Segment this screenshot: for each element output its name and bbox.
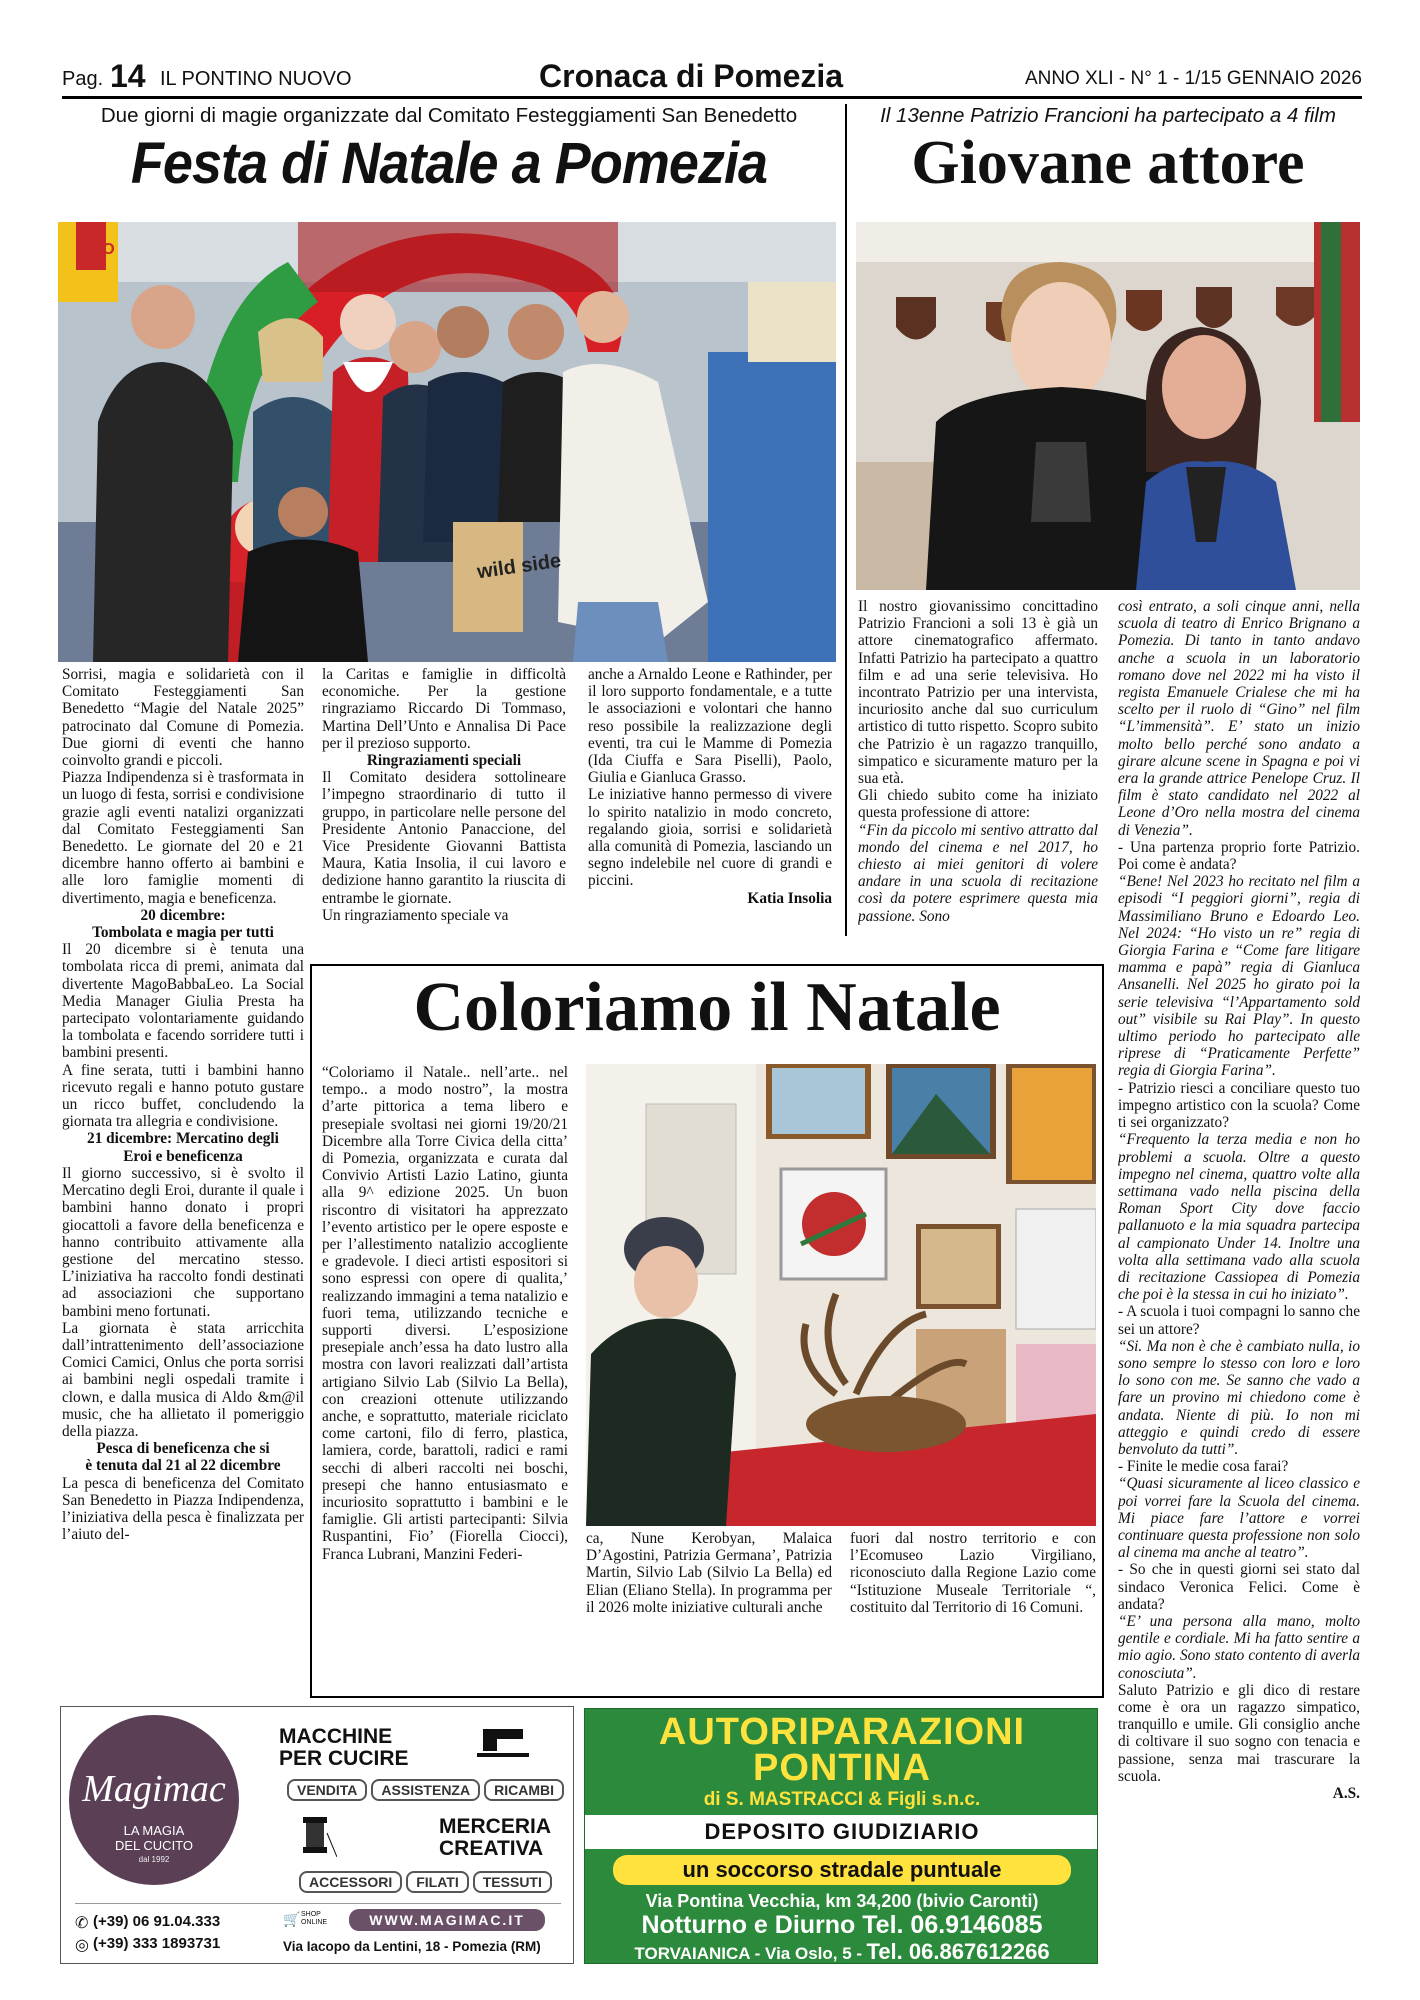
auto-company: di S. MASTRACCI & Figli s.n.c. bbox=[703, 1789, 981, 1810]
attore-photo-svg bbox=[856, 222, 1360, 590]
festa-col-3-content bbox=[588, 666, 832, 907]
magimac-row1 bbox=[287, 1779, 568, 1801]
paragraph: “Quasi sicuramente al liceo classico e poi vorrei fare la Scuola del cinema. Mi piace fare l’attore e vorrei continuare questa professione non solo al cinema ma anche al teatro”. bbox=[1118, 1475, 1360, 1562]
festa-photo-svg bbox=[58, 222, 836, 662]
paragraph: Katia Insolia bbox=[747, 889, 832, 907]
paragraph: Piazza Indipendenza si è trasformata in un luogo di festa, sorrisi e condivisione grazie agli eventi natalizi organizzati dal Comitato Festeggiamenti San Benedetto. Le giornate del 20 e 21 dicembre hanno offerto ai bambini e alle loro famiglie momenti di divertimento, magia e beneficenza. bbox=[62, 769, 304, 907]
paragraph: “E’ una persona alla mano, molto gentile e cordiale. Mi ha fatto sentire a mio agio. Sono stato contento di averla conosciuta”. bbox=[1118, 1612, 1360, 1682]
festa-col-3 bbox=[588, 666, 832, 948]
magimac-brand: Magimac bbox=[82, 1768, 226, 1810]
attore-title: Giovane attore bbox=[911, 129, 1305, 197]
auto-address: Via Pontina Vecchia, km 34,200 (bivio Caronti) bbox=[645, 1891, 1039, 1911]
paragraph: la Caritas e famiglie in difficoltà economiche. Per la gestione ringraziamo Riccardo Di Tommaso, Martina Dell’Unto e Annalisa Di Pace per il prezioso supporto. bbox=[322, 666, 566, 752]
coloriamo-col-3 bbox=[850, 1530, 1096, 1696]
paragraph: Le iniziative hanno permesso di vivere lo spirito natalizio in modo concreto, regalando gioia, sorrisi e solidarietà alla comunità di Pomezia, lasciando un segno indelebile nel cuore di grandi e piccini. bbox=[588, 786, 832, 890]
attore-photo bbox=[856, 222, 1360, 590]
festa-title: Festa di Natale a Pomezia bbox=[130, 131, 768, 196]
festa-photo bbox=[58, 222, 836, 662]
paragraph: A.S. bbox=[1332, 1785, 1360, 1803]
magimac-tag2: DEL CUCITO bbox=[114, 1838, 193, 1853]
festa-col-1 bbox=[62, 666, 304, 1662]
filati-label: FILATI bbox=[406, 1871, 469, 1893]
paragraph: Il 20 dicembre si è tenuta una tombolata ricca di premi, animata dal divertente MagoBabbaLeo. La Social Media Manager Giulia Presta ha partecipato volontariamente guidando la tombolata e facendo sorridere tutti i bambini presenti. bbox=[62, 941, 304, 1062]
paragraph: “Si. Ma non è che è cambiato nulla, io sono sempre lo stesso con loro e loro lo sono con me. Se sanno che vado a fare un provino mi chiedono come è andata. Niente di più. Io non mi atteggio e quindi credo di essere benvoluto da tutti”. bbox=[1118, 1337, 1360, 1458]
attore-col-2-content bbox=[1118, 598, 1360, 1802]
paragraph: è tenuta dal 21 al 22 dicembre bbox=[85, 1457, 281, 1475]
attore-col-2 bbox=[1118, 598, 1360, 1950]
magimac-shop: SHOP ONLINE bbox=[301, 1911, 328, 1926]
paragraph: “Fin da piccolo mi sentivo attratto dal mondo del cinema e nel 2017, ho chiesto ai miei genitori di volere andare in una scuola di recitazione così da potere esprimere questa mia passione. Sono bbox=[858, 821, 1098, 925]
paragraph: Tombolata e magia per tutti bbox=[92, 924, 274, 942]
paragraph: Gli chiedo subito come ha iniziato questa professione di attore: bbox=[858, 787, 1098, 822]
column-divider bbox=[845, 104, 847, 936]
auto-deposito: DEPOSITO GIUDIZIARIO bbox=[585, 1815, 1098, 1849]
festa-kicker: Due giorni di magie organizzate dal Comitato Festeggiamenti San Benedetto bbox=[100, 104, 798, 127]
magimac-m2b: CREATIVA bbox=[439, 1837, 544, 1860]
paragraph: anche a Arnaldo Leone e Rathinder, per il loro supporto fondamentale, e a tutte le associazioni e volontari che hanno reso possibile la realizzazione degli eventi, tra cui le Mamme di Pomezia (Ida Ciuffa e Sara Piselli), Paolo, Giulia e Gianluca Grasso. bbox=[588, 666, 832, 787]
attore-col-1 bbox=[858, 598, 1098, 940]
paragraph: - A scuola i tuoi compagni lo sanno che sei un attore? bbox=[1118, 1303, 1360, 1338]
paragraph: Un ringraziamento speciale va bbox=[322, 906, 509, 924]
paragraph: La giornata è stata arricchita dall’intrattenimento dell’associazione Comici Camici, Onlus che porta sorrisi ai bambini negli ospedali tramite i clown, e dalla musica di Aldo &m@il music, che ha allietato il pomeriggio della piazza. bbox=[62, 1319, 304, 1440]
auto-torvaianica bbox=[585, 1939, 1098, 1964]
magimac-m1b: PER CUCIRE bbox=[279, 1747, 409, 1770]
coloriamo-col-2-content bbox=[586, 1530, 832, 1616]
auto-ad[interactable] bbox=[584, 1708, 1098, 1964]
paragraph: così entrato, a soli cinque anni, nella scuola di teatro di Enrico Brignano a Pomezia. Di tanto in tanto andavo anche a scuola in un laboratorio romano dove nel 2022 mi ha visto il regista Emanuele Crialese che mi ha scelto per il ruolo di “Gino” nel film “L’immensità”. E’ stato un inizio molto bello perché sono andato a girare alcune scene in Spagna e poi vi era la grande attrice Penelope Cruz. Il film è stato candidato nel 2022 al Leone d’Oro nella mostra del cinema di Venezia”. bbox=[1118, 598, 1360, 839]
header-rule bbox=[62, 96, 1362, 99]
paragraph: Sorrisi, magia e solidarietà con il Comitato Festeggiamenti San Benedetto “Magie del Natale 2025” patrocinato dal Comune di Pomezia. Due giorni di eventi che hanno coinvolto grandi e piccoli. bbox=[62, 666, 304, 770]
magimac-address: Via Iacopo da Lentini, 18 - Pomezia (RM) bbox=[283, 1939, 541, 1954]
paragraph: La pesca di beneficenza del Comitato San Benedetto in Piazza Indipendenza, l’iniziativa della pesca è finalizzata per l’aiuto del- bbox=[62, 1474, 304, 1544]
paragraph: - Patrizio riesci a conciliare questo tuo impegno artistico con la scuola? Come ti sei organizzato? bbox=[1118, 1079, 1360, 1132]
paragraph: A fine serata, tutti i bambini hanno ricevuto regali e hanno potuto gustare un ricco buffet, concludendo la giornata tra allegria e condivisione. bbox=[62, 1061, 304, 1131]
paragraph: 20 dicembre: bbox=[140, 906, 226, 924]
festa-photo-shirt-text: wild side bbox=[475, 549, 563, 584]
paragraph: Saluto Patrizio e gli dico di restare come è ora un ragazzo simpatico, tranquillo e umile. Gli consiglio anche di coltivare il suo sogno con tenacia e passione, senza mai trascurare la scuola. bbox=[1118, 1681, 1360, 1785]
coloriamo-title: Coloriamo il Natale bbox=[413, 969, 1001, 1046]
page-number: 14 bbox=[110, 58, 146, 94]
paragraph: Il nostro giovanissimo concittadino Patrizio Francioni a soli 13 è già un attore cinematografico affermato. Infatti Patrizio ha partecipato a quattro film e ad una serie televisiva. Ho incontrato Patrizio per una intervista, incuriosito anche dal suo curriculum artistico di tutto rispetto. Scopro subito che Patrizio è un ragazzo tranquillo, simpatico e sicuramente maturo per la sua età. bbox=[858, 598, 1098, 788]
phone-icon: ✆ bbox=[75, 1915, 89, 1932]
page-header bbox=[62, 58, 1362, 94]
ricambi-label: RICAMBI bbox=[484, 1779, 564, 1801]
newspaper-name: IL PONTINO NUOVO bbox=[160, 68, 352, 90]
coloriamo-col-1 bbox=[322, 1064, 568, 1694]
paragraph: - Finite le medie cosa farai? bbox=[1118, 1458, 1289, 1476]
magimac-since: dal 1992 bbox=[138, 1855, 170, 1864]
coloriamo-col-2 bbox=[586, 1530, 832, 1696]
coloriamo-col-1-content bbox=[322, 1064, 568, 1563]
coloriamo-photo bbox=[586, 1064, 1096, 1526]
attore-kicker: Il 13enne Patrizio Francioni ha partecipato a 4 film bbox=[880, 104, 1336, 127]
paragraph: 21 dicembre: Mercatino degli bbox=[87, 1130, 279, 1148]
magimac-row2 bbox=[299, 1871, 556, 1893]
magimac-phone[interactable]: (+39) 06 91.04.333 bbox=[93, 1913, 221, 1930]
magimac-whatsapp[interactable]: (+39) 333 1893731 bbox=[93, 1935, 221, 1952]
paragraph: Il giorno successivo, si è svolto il Mercatino degli Eroi, durante il quale i bambini hanno donato i propri giocattoli a favore della beneficenza e hanno contribuito attivamente alla gestione del mercatino stesso. L’iniziativa ha raccolto fondi destinati ad associazioni che supportano bambini meno fortunati. bbox=[62, 1164, 304, 1320]
sewing-machine-icon bbox=[473, 1721, 533, 1757]
auto-title-2: PONTINA bbox=[753, 1747, 931, 1789]
vendita-label: VENDITA bbox=[287, 1779, 367, 1801]
paragraph: “Coloriamo il Natale.. nell’arte.. nel tempo.. a modo nostro”, la mostra d’arte pittorica a tema libero e presepiale svoltasi nei giorni 19/20/21 Dicembre alla Torre Civica della citta’ di Pomezia, organizzata e curata dal Convivio Artisti Lazio Latino, giunta alla 9^ edizione 2025. Un buon riscontro di visitatori ha apprezzato l’evento artistico per le opere esposte e per l’allestimento natalizio accogliente e gradevole. I dieci artisti espositori si sono espressi con opere di qualita,’ realizzando immagini a tema natalizio e fuori tema, utilizzando tecniche e supporti diversi. L’esposizione presepiale anch’essa ha dato lustro alla mostra con lavori realizzati dall’artista artigiano Silvio Lab (Silvio La Bella), con creazioni ottenute utilizzando anche, e soprattutto, materiale riciclato come cartoni, filo di ferro, plastica, lamiera, corde, barattoli, radici e rami secchi di alberi raccolti nei boschi, presepi che hanno entusiasmato e incuriosito soprattutto i bambini e le famiglie. Gli artisti partecipanti: Silvia Ruspantini, Fio’ (Fiorella Ciocci), Franca Lubrani, Manzini Federi- bbox=[322, 1064, 568, 1563]
paragraph: - So che in questi giorni sei stato dal sindaco Veronica Felici. Come è andata? bbox=[1118, 1561, 1360, 1613]
auto-tel-main[interactable]: Notturno e Diurno Tel. 06.9146085 bbox=[641, 1911, 1043, 1939]
paragraph: - Una partenza proprio forte Patrizio. Poi come è andata? bbox=[1118, 838, 1360, 874]
section-title: Cronaca di Pomezia bbox=[539, 58, 844, 94]
paragraph: “Bene! Nel 2023 ho recitato nel film a episodi “I peggiori giorni”, regia di Massimiliano Bruno e Edoardo Leo. Nel 2024: “Ho visto un re” regia di Giorgia Farina e “Come fare litigare mamma e papà” regia di Gianluca Ansanelli. Nel 2025 ho girato poi la serie televisiva “l’Appartamento sold out” visibile su Rai Play”. In questo ultimo periodo ho partecipato alle riprese di “Praticamente Perfette” regia di Giorgia Farina”. bbox=[1118, 873, 1360, 1080]
tessuti-label: TESSUTI bbox=[473, 1871, 552, 1893]
coloriamo-col-3-content bbox=[850, 1530, 1096, 1616]
festa-photo-sign-text: ERO bbox=[80, 241, 115, 258]
coloriamo-photo-svg bbox=[586, 1064, 1096, 1526]
paragraph: ca, Nune Kerobyan, Malaica D’Agostini, Patrizia Germana’, Patrizia Martin, Silvio Lab (Silvio La Bella) ed Elian (Eliano Stella). In programma per il 2026 molte iniziative culturali anche bbox=[586, 1530, 832, 1616]
thread-spool-icon bbox=[293, 1813, 337, 1857]
magimac-website[interactable]: WWW.MAGIMAC.IT bbox=[349, 1909, 545, 1931]
paragraph: Il Comitato desidera sottolineare l’impegno straordinario di tutto il gruppo, in particolare nelle persone del Presidente Antonio Panaccione, del Vice Presidente Giovanni Battista Maura, Katia Insolia, il cui lavoro e dedizione hanno garantito la riuscita di entrambe le giornate. bbox=[322, 769, 566, 907]
magimac-ad[interactable] bbox=[60, 1706, 574, 1964]
magimac-tag1: LA MAGIA bbox=[123, 1823, 185, 1838]
auto-title-1: AUTORIPARAZIONI bbox=[658, 1711, 1026, 1753]
auto-soccorso: un soccorso stradale puntuale bbox=[613, 1855, 1071, 1885]
paragraph: Ringraziamenti speciali bbox=[366, 752, 522, 770]
auto-torvaianica-address: TORVAIANICA - Via Oslo, 5 - bbox=[634, 1944, 863, 1963]
paragraph: Eroi e beneficenza bbox=[123, 1147, 243, 1165]
auto-torvaianica-tel[interactable]: Tel. 06.867612266 bbox=[866, 1939, 1050, 1964]
attore-col-1-content bbox=[858, 598, 1098, 925]
whatsapp-icon: ◎ bbox=[75, 1937, 89, 1954]
assistenza-label: ASSISTENZA bbox=[371, 1779, 480, 1801]
festa-col-2 bbox=[322, 666, 566, 958]
paragraph: fuori dal nostro territorio e con l’Ecomuseo Lazio Virgiliano, riconosciuto dalla Regione Lazio come “Istituzione Museale Territoriale “, costituito dal Territorio di 16 Comuni. bbox=[850, 1530, 1096, 1616]
shop-cart-icon: 🛒 bbox=[283, 1911, 301, 1927]
paragraph: Pesca di beneficenza che si bbox=[96, 1440, 270, 1458]
festa-col-1-content bbox=[62, 666, 304, 1543]
accessori-label: ACCESSORI bbox=[299, 1871, 402, 1893]
issue-info: ANNO XLI - N° 1 - 1/15 GENNAIO 2026 bbox=[1024, 68, 1362, 89]
festa-col-2-content bbox=[322, 666, 566, 924]
magimac-m2a: MERCERIA bbox=[439, 1815, 552, 1838]
magimac-m1a: MACCHINE bbox=[279, 1725, 393, 1748]
paragraph: “Frequento la terza media e non ho problemi a scuola. Oltre a questo impegno nel cinema, quattro volte alla settimana vado nella piscina della Roman Sport City dove faccio pallanuoto e la mia squadra partecipa al campionato Under 14. Inoltre una volta alla settimana vado alla scuola di recitazione Cassiopea di Pomezia che poi è la stessa in cui ho iniziato”. bbox=[1118, 1131, 1360, 1304]
magimac-divider bbox=[75, 1903, 561, 1904]
page-label: Pag. bbox=[62, 68, 104, 90]
